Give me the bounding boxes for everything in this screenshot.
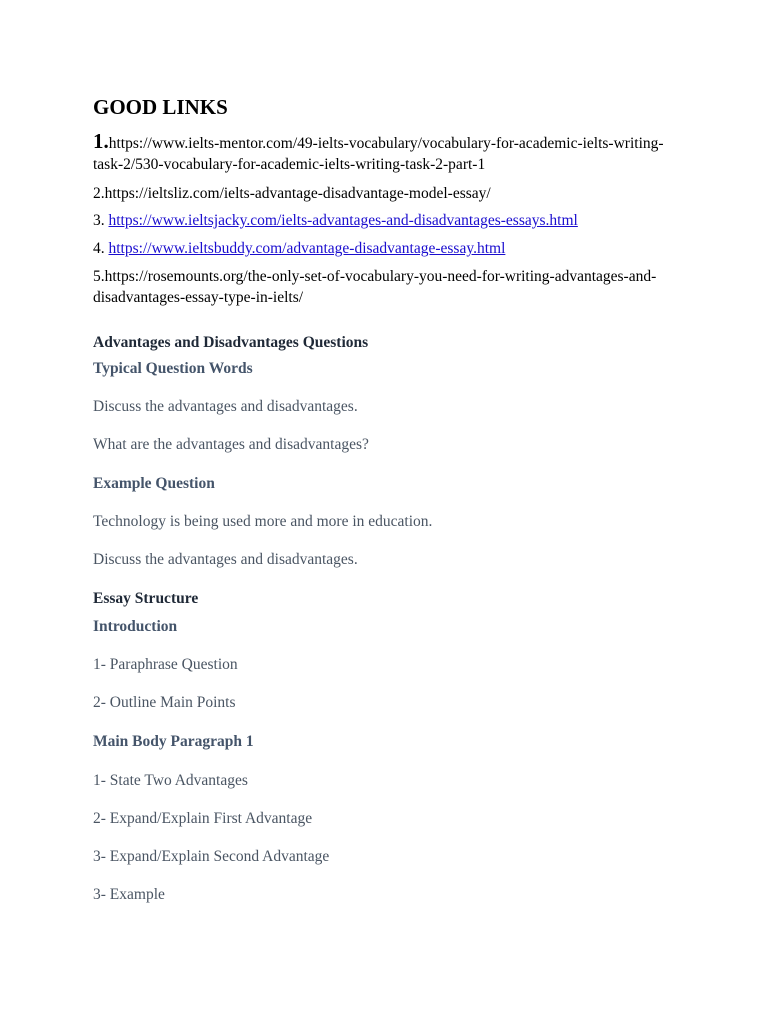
link-number: 1. bbox=[93, 129, 109, 153]
body1-item: 2- Expand/Explain First Advantage bbox=[93, 810, 313, 827]
link-number: 5. bbox=[93, 268, 105, 285]
body1-item: 1- State Two Advantages bbox=[93, 772, 248, 789]
typical-word-line: Discuss the advantages and disadvantages. bbox=[93, 398, 358, 415]
body1-item: 3- Expand/Explain Second Advantage bbox=[93, 848, 330, 865]
section-heading: Advantages and Disadvantages Questions bbox=[93, 334, 369, 351]
link-number: 4. bbox=[93, 240, 105, 257]
link-item-1 bbox=[93, 131, 683, 175]
structure-heading: Essay Structure bbox=[93, 590, 199, 607]
hyperlink[interactable]: https://www.ieltsjacky.com/ielts-advantages-and-disadvantages-essays.html bbox=[108, 212, 578, 229]
link-item-4 bbox=[93, 238, 683, 259]
example-line: Technology is being used more and more in education. bbox=[93, 513, 433, 530]
link-text[interactable]: https://rosemounts.org/the-only-set-of-vocabulary-you-need-for-writing-advantages-and-disadvantages-essay-type-in-ielts/ bbox=[93, 268, 657, 306]
typical-word-line: What are the advantages and disadvantages? bbox=[93, 436, 369, 453]
link-item-2 bbox=[93, 183, 683, 204]
intro-heading: Introduction bbox=[93, 618, 178, 635]
body1-heading: Main Body Paragraph 1 bbox=[93, 733, 254, 750]
typical-words-heading: Typical Question Words bbox=[93, 360, 253, 377]
example-line: Discuss the advantages and disadvantages. bbox=[93, 551, 358, 568]
hyperlink[interactable]: https://www.ieltsbuddy.com/advantage-disadvantage-essay.html bbox=[108, 240, 506, 257]
link-item-3 bbox=[93, 210, 683, 231]
example-heading: Example Question bbox=[93, 475, 215, 492]
intro-item: 2- Outline Main Points bbox=[93, 694, 236, 711]
link-number: 2. bbox=[93, 185, 105, 202]
intro-item: 1- Paraphrase Question bbox=[93, 656, 238, 673]
body1-item: 3- Example bbox=[93, 886, 165, 903]
page-title: GOOD LINKS bbox=[93, 95, 228, 119]
link-number: 3. bbox=[93, 212, 105, 229]
link-text[interactable]: https://ieltsliz.com/ielts-advantage-disadvantage-model-essay/ bbox=[104, 185, 491, 202]
link-text[interactable]: https://www.ielts-mentor.com/49-ielts-vocabulary/vocabulary-for-academic-ielts-writing-task-2/530-vocabulary-for-academic-ielts-writing-task-2-part-1 bbox=[93, 135, 664, 173]
link-item-5 bbox=[93, 266, 683, 308]
